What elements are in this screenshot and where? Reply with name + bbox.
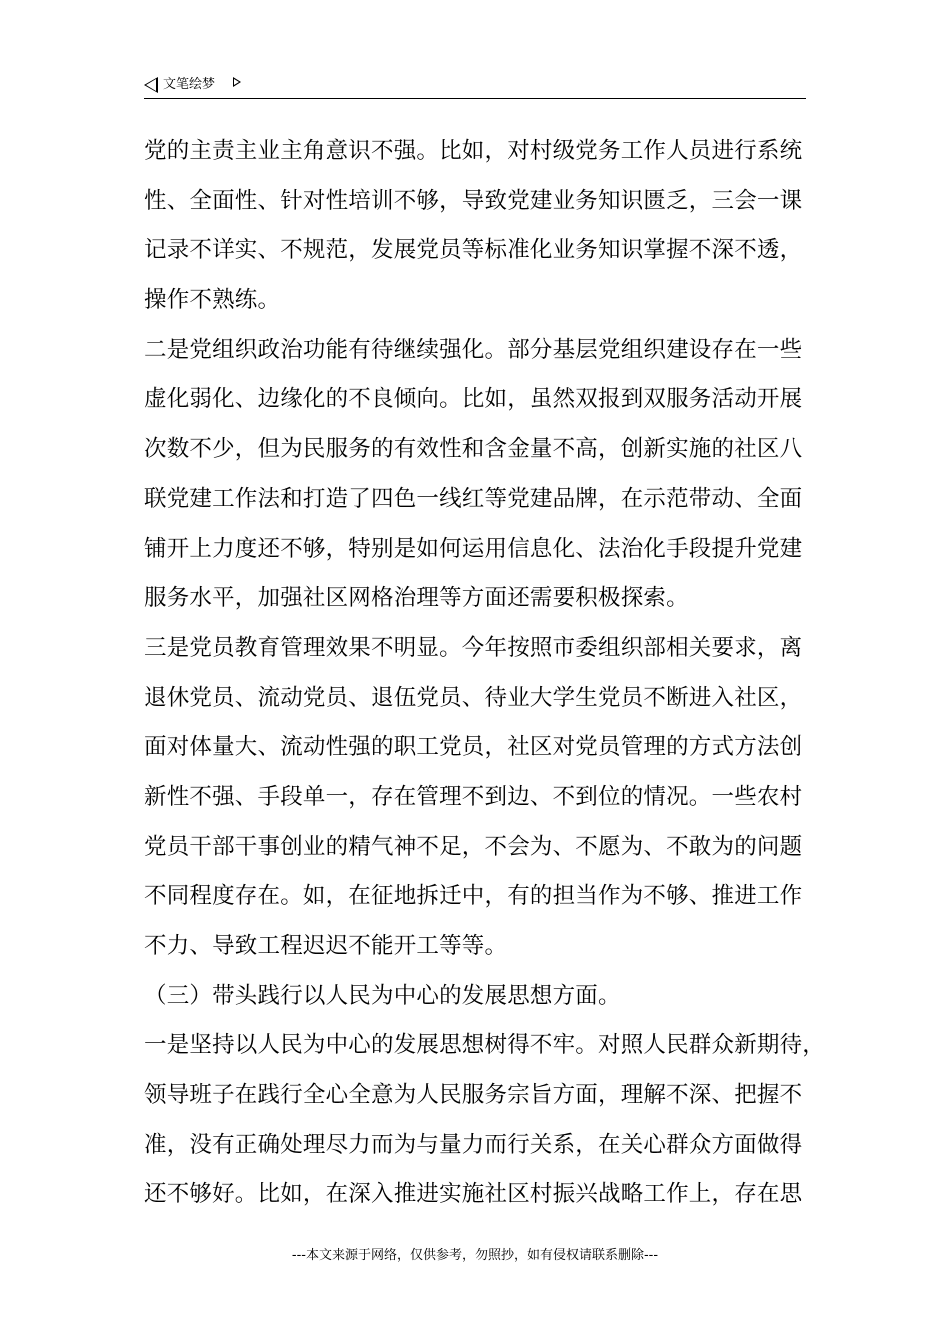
text-line: 面对体量大、流动性强的职工党员，社区对党员管理的方式方法创 (144, 734, 803, 761)
page-header (144, 72, 806, 98)
header-brand: 文笔绘梦 (163, 77, 216, 92)
text-line: 一是坚持以人民为中心的发展思想树得不牢。对照人民群众新期待， (144, 1032, 826, 1059)
text-line: 不同程度存在。如，在征地拆迁中，有的担当作为不够、推进工作 (144, 883, 803, 910)
text-line: 联党建工作法和打造了四色一线红等党建品牌，在示范带动、全面 (144, 485, 803, 512)
text-line: 还不够好。比如，在深入推进实施社区村振兴战略工作上，存在思 (144, 1181, 803, 1208)
footer-disclaimer: ---本文来源于网络，仅供参考，勿照抄，如有侵权请联系删除--- (291, 1248, 659, 1263)
text-line: 服务水平，加强社区网格治理等方面还需要积极探索。 (144, 585, 689, 612)
text-line: 领导班子在践行全心全意为人民服务宗旨方面，理解不深、把握不 (144, 1082, 803, 1109)
text-line: 性、全面性、针对性培训不够，导致党建业务知识匮乏，三会一课 (144, 187, 803, 214)
text-line: 新性不强、手段单一，存在管理不到边、不到位的情况。一些农村 (144, 783, 803, 810)
text-line: 虚化弱化、边缘化的不良倾向。比如，虽然双报到双服务活动开展 (144, 386, 803, 413)
triangle-right-icon (233, 77, 241, 87)
text-line: 准，没有正确处理尽力而为与量力而行关系，在关心群众方面做得 (144, 1131, 803, 1158)
text-line: 铺开上力度还不够，特别是如何运用信息化、法治化手段提升党建 (144, 535, 803, 562)
text-line: 不力、导致工程迟迟不能开工等等。 (144, 933, 508, 959)
text-line: （三）带头践行以人民为中心的发展思想方面。 (144, 982, 621, 1009)
text-line: 次数不少，但为民服务的有效性和含金量不高，创新实施的社区八 (144, 436, 803, 463)
header-divider (144, 98, 806, 99)
text-line: 党的主责主业主角意识不强。比如，对村级党务工作人员进行系统 (144, 138, 803, 164)
text-line: 三是党员教育管理效果不明显。今年按照市委组织部相关要求，离 (144, 634, 803, 661)
text-line: 二是党组织政治功能有待继续强化。部分基层党组织建设存在一些 (144, 336, 803, 363)
triangle-left-icon (144, 77, 158, 93)
document-body (144, 127, 834, 1220)
text-line: 退休党员、流动党员、退伍党员、待业大学生党员不断进入社区， (144, 684, 803, 711)
text-line: 操作不熟练。 (144, 287, 281, 314)
text-line: 党员干部干事创业的精气神不足，不会为、不愿为、不敢为的问题 (144, 833, 803, 860)
text-line: 记录不详实、不规范，发展党员等标准化业务知识掌握不深不透， (144, 237, 803, 264)
